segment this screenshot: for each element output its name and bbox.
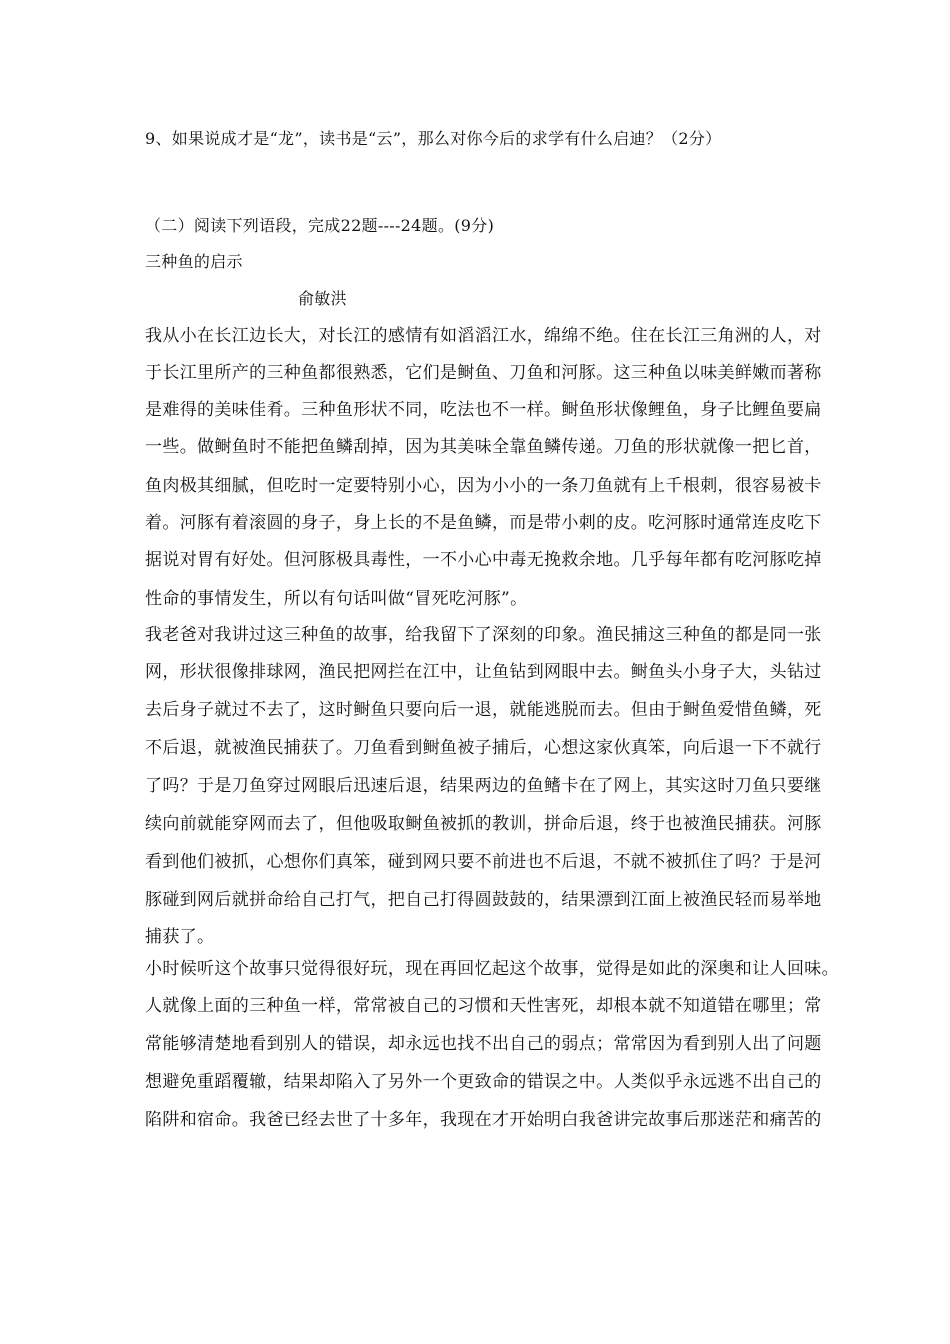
paragraph-line: 看到他们被抓，心想你们真笨，碰到网只要不前进也不后退，不就不被抓住了吗？于是河 — [145, 852, 822, 872]
section-heading: （二）阅读下列语段，完成22题----24题。(9分) — [145, 216, 495, 235]
paragraph-line: 去后身子就过不去了，这时鲥鱼只要向后一退，就能逃脱而去。但由于鲥鱼爱惜鱼鳞，死 — [145, 700, 822, 720]
paragraph-line: 着。河豚有着滚圆的身子，身上长的不是鱼鳞，而是带小刺的皮。吃河豚时通常连皮吃下 — [145, 513, 822, 533]
article-title: 三种鱼的启示 — [145, 252, 243, 271]
question-9: 9、如果说成才是“龙”，读书是“云”，那么对你今后的求学有什么启迪？（2分） — [145, 129, 722, 148]
paragraph-line: 了吗？于是刀鱼穿过网眼后迅速后退，结果两边的鱼鳍卡在了网上，其实这时刀鱼只要继 — [145, 776, 822, 796]
paragraph-line: 据说对胃有好处。但河豚极具毒性，一不小心中毒无挽救余地。几乎每年都有吃河豚吃掉 — [145, 550, 822, 570]
paragraph-line: 续向前就能穿网而去了，但他吸取鲥鱼被抓的教训，拼命后退，终于也被渔民捕获。河豚 — [145, 814, 822, 834]
paragraph-line: 于长江里所产的三种鱼都很熟悉，它们是鲥鱼、刀鱼和河豚。这三种鱼以味美鲜嫩而著称 — [145, 363, 822, 383]
paragraph-line: 一些。做鲥鱼时不能把鱼鳞刮掉，因为其美味全靠鱼鳞传递。刀鱼的形状就像一把匕首， — [145, 437, 822, 457]
paragraph-line: 不后退，就被渔民捕获了。刀鱼看到鲥鱼被子捕后，心想这家伙真笨，向后退一下不就行 — [145, 738, 822, 758]
paragraph-line: 鱼肉极其细腻，但吃时一定要特别小心，因为小小的一条刀鱼就有上千根刺，很容易被卡 — [145, 476, 822, 496]
paragraph-line: 捕获了。 — [145, 927, 215, 947]
paragraph-line: 常能够清楚地看到别人的错误，却永远也找不出自己的弱点；常常因为看到别人出了问题 — [145, 1034, 822, 1054]
paragraph-line: 是难得的美味佳肴。三种鱼形状不同，吃法也不一样。鲥鱼形状像鲤鱼，身子比鲤鱼要扁 — [145, 400, 822, 420]
paragraph-line: 我老爸对我讲过这三种鱼的故事，给我留下了深刻的印象。渔民捕这三种鱼的都是同一张 — [145, 625, 822, 645]
paragraph-line: 豚碰到网后就拼命给自己打气，把自己打得圆鼓鼓的，结果漂到江面上被渔民轻而易举地 — [145, 890, 822, 910]
paragraph-line: 我从小在长江边长大，对长江的感情有如滔滔江水，绵绵不绝。住在长江三角洲的人，对 — [145, 326, 822, 346]
paragraph-line: 网，形状很像排球网，渔民把网拦在江中，让鱼钻到网眼中去。鲥鱼头小身子大，头钻过 — [145, 662, 822, 682]
paragraph-line: 人就像上面的三种鱼一样，常常被自己的习惯和天性害死，却根本就不知道错在哪里；常 — [145, 996, 822, 1016]
paragraph-line: 陷阱和宿命。我爸已经去世了十多年，我现在才开始明白我爸讲完故事后那迷茫和痛苦的 — [145, 1110, 822, 1130]
article-author: 俞敏洪 — [298, 289, 347, 308]
paragraph-line: 小时候听这个故事只觉得很好玩，现在再回忆起这个故事，觉得是如此的深奥和让人回味。 — [145, 959, 839, 979]
paragraph-line: 想避免重蹈覆辙，结果却陷入了另外一个更致命的错误之中。人类似乎永远逃不出自己的 — [145, 1072, 822, 1092]
paragraph-line: 性命的事情发生，所以有句话叫做“冒死吃河豚”。 — [145, 589, 528, 609]
